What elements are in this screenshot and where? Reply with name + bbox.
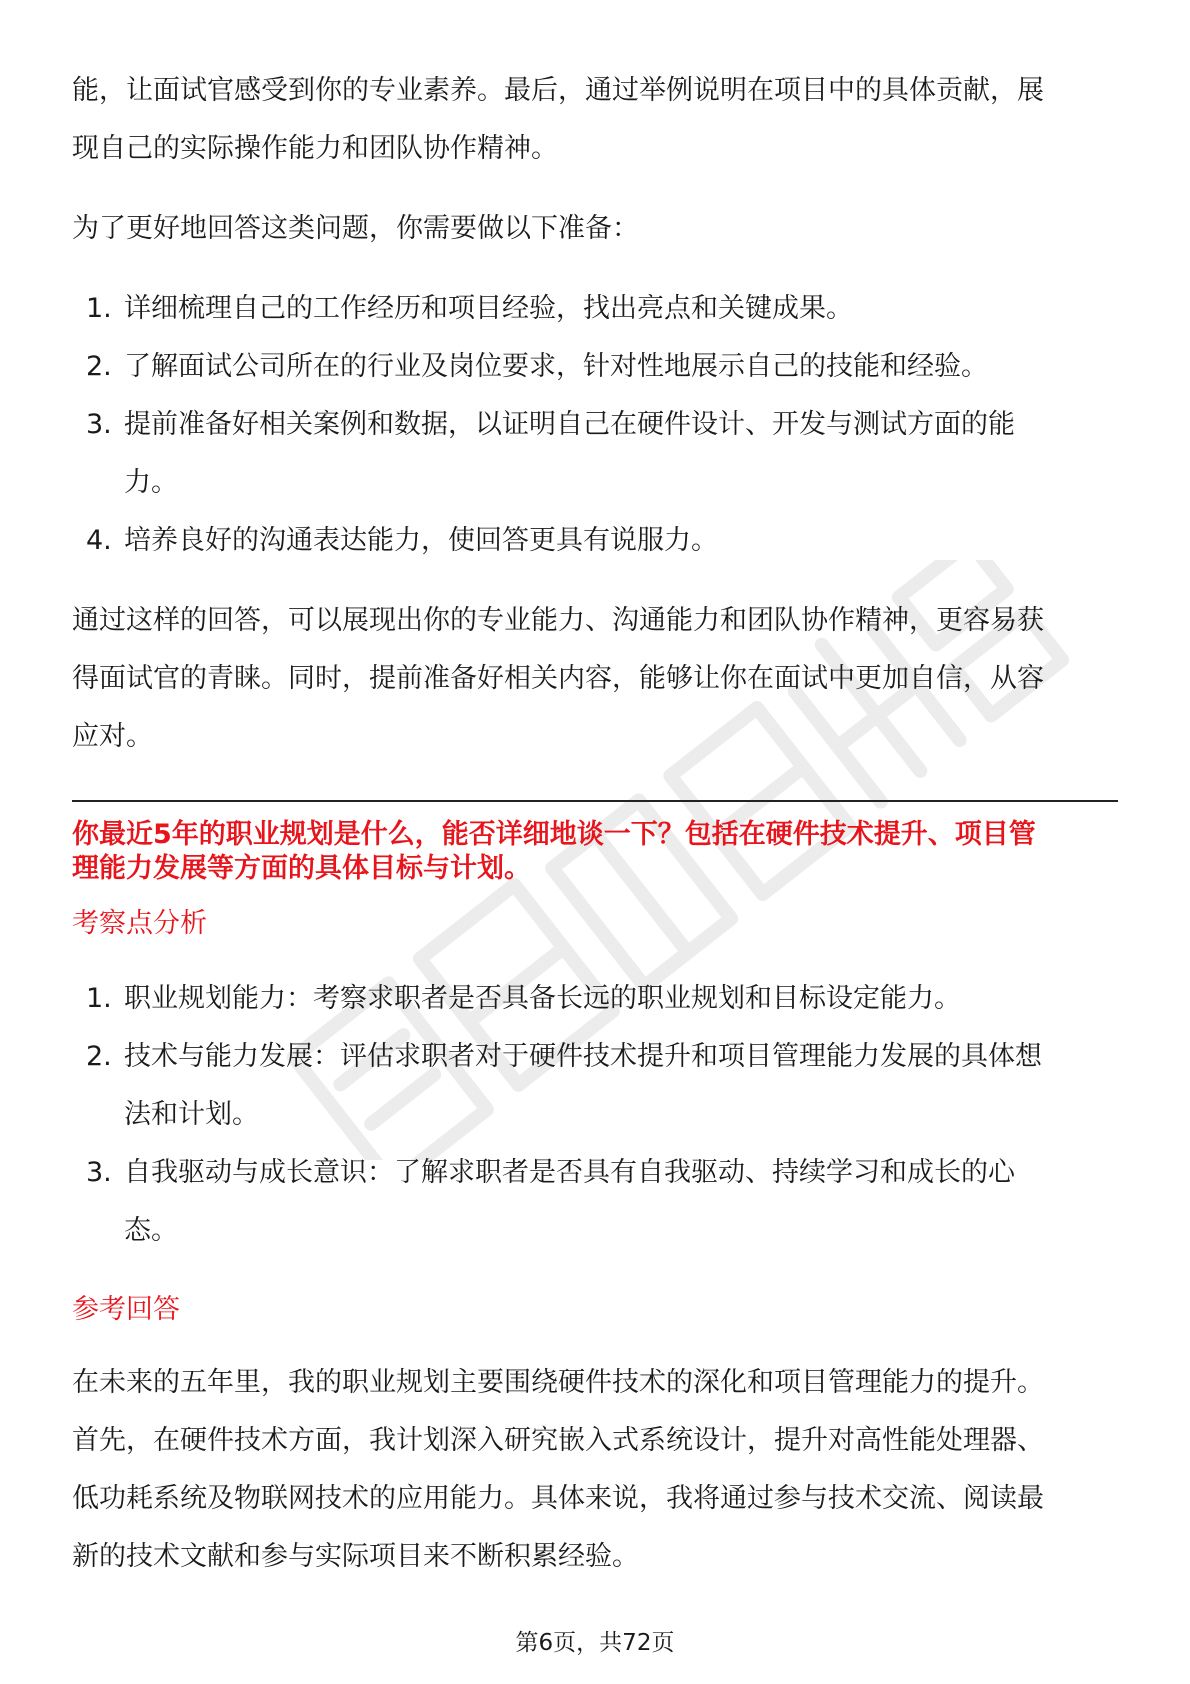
question-line: 你最近5年的职业规划是什么，能否详细地谈一下？包括在硬件技术提升、项目管 bbox=[72, 819, 1036, 850]
list-item bbox=[72, 1144, 1118, 1260]
list-number: 2. bbox=[86, 351, 112, 382]
summary-line: 应对。 bbox=[72, 721, 153, 752]
list-number: 3. bbox=[86, 409, 112, 440]
list-text: 提前准备好相关案例和数据，以证明自己在硬件设计、开发与测试方面的能 bbox=[124, 409, 1015, 440]
summary-paragraph bbox=[72, 592, 1118, 766]
answer-line: 首先，在硬件技术方面，我计划深入研究嵌入式系统设计，提升对高性能处理器、 bbox=[72, 1425, 1044, 1456]
question-line: 理能力发展等方面的具体目标与计划。 bbox=[72, 853, 531, 884]
summary-line: 得面试官的青睐。同时，提前准备好相关内容，能够让你在面试中更加自信，从容 bbox=[72, 663, 1044, 694]
list-text: 职业规划能力：考察求职者是否具备长远的职业规划和目标设定能力。 bbox=[124, 983, 961, 1014]
question-heading bbox=[72, 818, 1118, 886]
list-item bbox=[72, 1028, 1118, 1144]
list-item bbox=[72, 396, 1118, 512]
list-text: 自我驱动与成长意识：了解求职者是否具有自我驱动、持续学习和成长的心 bbox=[124, 1157, 1015, 1188]
list-text: 力。 bbox=[124, 467, 178, 498]
list-text: 法和计划。 bbox=[124, 1099, 259, 1130]
answer-heading: 参考回答 bbox=[72, 1294, 180, 1325]
summary-line: 通过这样的回答，可以展现出你的专业能力、沟通能力和团队协作精神，更容易获 bbox=[72, 605, 1044, 636]
list-item bbox=[72, 338, 1118, 396]
answer-line: 新的技术文献和参与实际项目来不断积累经验。 bbox=[72, 1541, 639, 1572]
list-text: 技术与能力发展：评估求职者对于硬件技术提升和项目管理能力发展的具体想 bbox=[124, 1041, 1042, 1072]
list-number: 2. bbox=[86, 1041, 112, 1072]
list-item bbox=[72, 970, 1118, 1028]
list-text: 了解面试公司所在的行业及岗位要求，针对性地展示自己的技能和经验。 bbox=[124, 351, 988, 382]
intro-paragraph bbox=[72, 62, 1118, 178]
list-number: 1. bbox=[86, 293, 112, 324]
answer-line: 低功耗系统及物联网技术的应用能力。具体来说，我将通过参与技术交流、阅读最 bbox=[72, 1483, 1044, 1514]
list-item bbox=[72, 512, 1118, 570]
list-item bbox=[72, 280, 1118, 338]
list-text: 详细梳理自己的工作经历和项目经验，找出亮点和关键成果。 bbox=[124, 293, 853, 324]
analysis-heading: 考察点分析 bbox=[72, 908, 207, 939]
list-number: 4. bbox=[86, 525, 112, 556]
prep-intro: 为了更好地回答这类问题，你需要做以下准备： bbox=[72, 213, 639, 244]
list-number: 1. bbox=[86, 983, 112, 1014]
prep-list bbox=[72, 280, 1118, 570]
answer-line: 在未来的五年里，我的职业规划主要围绕硬件技术的深化和项目管理能力的提升。 bbox=[72, 1367, 1044, 1398]
intro-line: 现自己的实际操作能力和团队协作精神。 bbox=[72, 133, 558, 164]
intro-line: 能，让面试官感受到你的专业素养。最后，通过举例说明在项目中的具体贡献，展 bbox=[72, 75, 1044, 106]
section-divider bbox=[72, 800, 1118, 802]
page-footer: 第6页，共72页 bbox=[515, 1630, 675, 1656]
list-text: 培养良好的沟通表达能力，使回答更具有说服力。 bbox=[124, 525, 718, 556]
page-content bbox=[72, 62, 1118, 1586]
list-number: 3. bbox=[86, 1157, 112, 1188]
answer-paragraph bbox=[72, 1354, 1118, 1586]
list-text: 态。 bbox=[124, 1215, 178, 1246]
analysis-list bbox=[72, 970, 1118, 1260]
